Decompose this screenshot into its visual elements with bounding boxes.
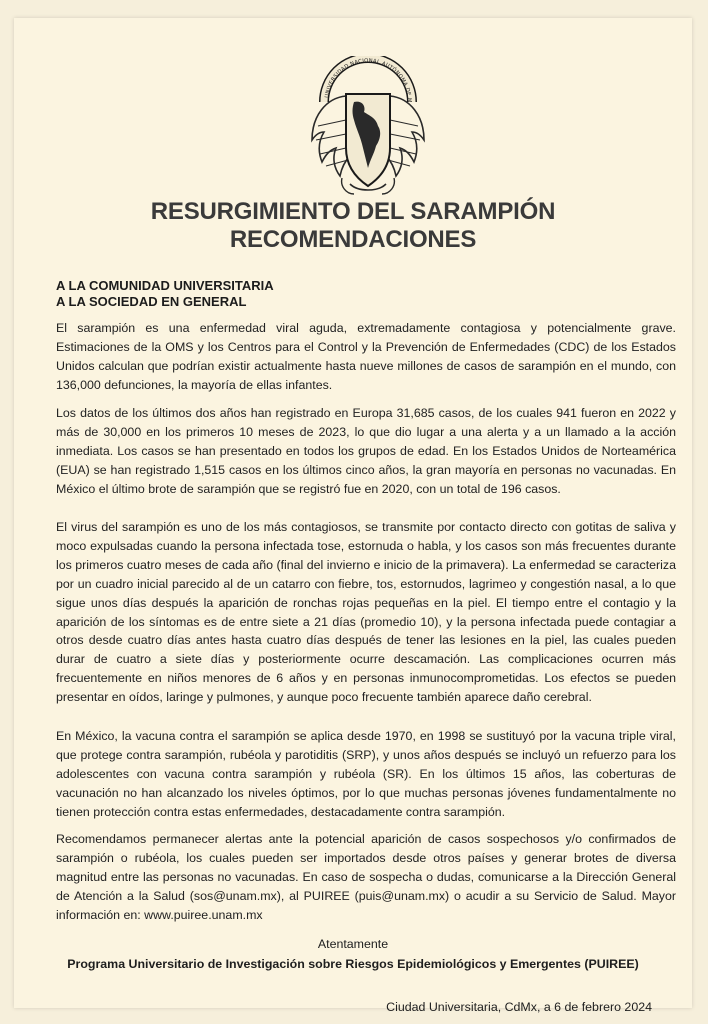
paragraph-intro: El sarampión es una enfermedad viral aguda, extremadamente contagiosa y potencialmente grave. Estimaciones de la OMS y los Centros para el Control y la Prevención de Enfermedades (CDC) de los Estados Unidos calculan que podrían existir actualmente hasta nueve millones de casos de sarampión en el mundo, con 136,000 defunciones, la mayoría de ellas infantes. xyxy=(56,321,676,392)
unam-shield-icon xyxy=(306,56,430,198)
paragraph-data: Los datos de los últimos dos años han registrado en Europa 31,685 casos, de los cuales 941 fueron en 2022 y más de 30,000 en los primeros 10 meses de 2023, lo que dio lugar a una alerta y a un llamado a la acción inmediata. Los casos se han presentado en todos los grupos de edad. En los Estados Unidos de Norteamérica (EUA) se han registrado 1,515 casos en los últimos cinco años, la gran mayoría en personas no vacunadas. En México el último brote de sarampión que se registró fue en 2020, con un total de 196 casos. xyxy=(56,406,676,496)
program-signature: Programa Universitario de Investigación sobre Riesgos Epidemiológicos y Emergentes (PUIREE) xyxy=(67,957,639,971)
paragraph-virus: El virus del sarampión es uno de los más contagiosos, se transmite por contacto directo con gotitas de saliva y moco expulsadas cuando la persona infectada tose, estornuda o habla, y los casos son más frecuentes durante los primeros cuatro meses de cada año (final del invierno e inicio de la primavera). La enfermedad se caracteriza por un cuadro inicial parecido al de un catarro con fiebre, tos, estornudos, lagrimeo y congestión nasal, a lo que sigue unos días después la aparición de ronchas rojas pequeñas en la piel. El tiempo entre el contagio y la aparición de los síntomas es de entre siete a 21 días (promedio 10), y la persona infectada puede contagiar a otros desde cuatro días antes hasta cuatro días después de tener las lesiones en la piel, las cuales pueden durar de cuatro a siete días y posteriormente ocurre descamación. Las complicaciones ocurren más frecuentemente en niños menores de 6 años y en personas inmunocomprometidas. Los efectos se pueden presentar en oídos, laringe y pulmones, y aunque poco frecuente también aparece daño cerebral. xyxy=(56,520,676,705)
addressee-line-2: A LA SOCIEDAD EN GENERAL xyxy=(56,294,247,309)
document-date: Ciudad Universitaria, CdMx, a 6 de febrero 2024 xyxy=(386,1000,652,1014)
seal-legend: UNIVERSIDAD NACIONAL AUTÓNOMA DE M xyxy=(324,57,413,103)
addressee-line-1: A LA COMUNIDAD UNIVERSITARIA xyxy=(56,278,274,293)
addressee xyxy=(56,278,274,310)
paragraph-vaccine: En México, la vacuna contra el sarampión se aplica desde 1970, en 1998 se sustituyó por la vacuna triple viral, que protege contra sarampión, rubéola y parotiditis (SRP), y unos años después se incluyó un refuerzo para los adolescentes con vacuna contra sarampión y rubéola (SR). En los últimos 15 años, las coberturas de vacunación no han alcanzado los niveles óptimos, por lo que muchas personas jóvenes fundamentalmente no tienen protección contra estas enfermedades, destacadamente contra sarampión. xyxy=(56,729,676,819)
document-page xyxy=(14,18,692,1014)
paragraph-recommendation: Recomendamos permanecer alertas ante la potencial aparición de casos sospechosos y/o confirmados de sarampión o rubéola, los cuales pueden ser importados desde otros países y generar brotes de diversa magnitud entre las personas no vacunadas. En caso de sospecha o dudas, comunicarse a la Dirección General de Atención a la Salud (sos@unam.mx), al PUIREE (puis@unam.mx) o acudir a su Servicio de Salud. Mayor información en: www.puiree.unam.mx xyxy=(56,832,676,922)
title-line-1: RESURGIMIENTO DEL SARAMPIÓN xyxy=(150,198,556,225)
document-title xyxy=(14,198,692,254)
closing-salutation: Atentamente xyxy=(317,937,389,951)
title-line-2: RECOMENDACIONES xyxy=(229,226,477,253)
